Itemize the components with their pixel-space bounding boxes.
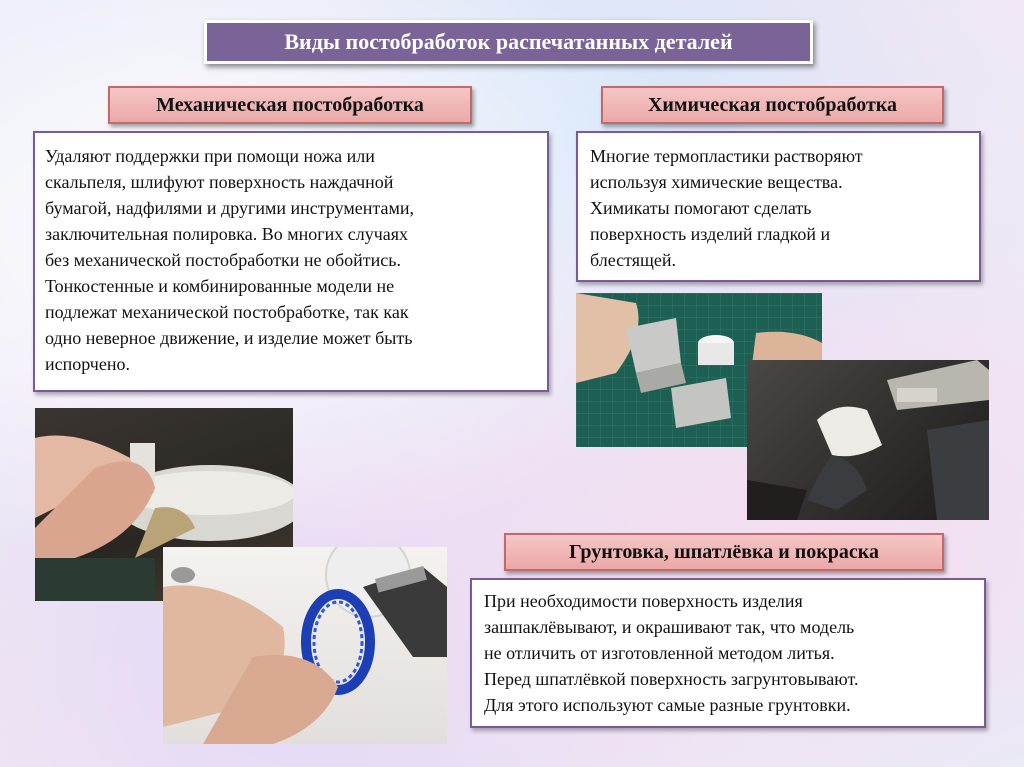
text-line: Тонкостенные и комбинированные модели не (45, 276, 395, 296)
text-line: поверхность изделий гладкой и (590, 224, 831, 244)
painting-text-box (470, 578, 986, 728)
vapor-smoothing-photo (747, 360, 989, 520)
text-line: Удаляют поддержки при помощи ножа или (45, 146, 375, 166)
text-line: одно неверное движение, и изделие может быть (45, 328, 413, 348)
painting-header-text: Грунтовка, шпатлёвка и покраска (568, 540, 880, 563)
chemical-text-box (576, 131, 981, 282)
text-line: не отличить от изготовленной методом литья. (484, 643, 835, 663)
text-line: Перед шпатлёвкой поверхность загрунтовывают. (484, 669, 859, 689)
text-line: скальпеля, шлифуют поверхность наждачной (45, 172, 394, 192)
text-line: заключительная полировка. Во многих случаях (45, 224, 409, 244)
text-line: бумагой, надфилями и другими инструментами, (45, 198, 414, 218)
chemical-header-text: Химическая постобработка (647, 93, 898, 116)
painting-header (504, 533, 944, 571)
slide-title (204, 20, 813, 64)
text-line: подлежат механической постобработке, так как (45, 302, 409, 322)
mechanical-header (108, 86, 472, 124)
text-line: блестящей. (590, 250, 677, 270)
text-line: Многие термопластики растворяют (590, 146, 863, 166)
ring-polishing-photo (163, 547, 447, 744)
text-line: зашпаклёвывают, и окрашивают так, что модель (484, 617, 855, 637)
text-line: без механической постобработки не обойтись. (45, 250, 401, 270)
mechanical-header-text: Механическая постобработка (156, 93, 424, 116)
chemical-header (601, 86, 944, 124)
text-line: При необходимости поверхность изделия (484, 591, 803, 611)
slide-title-text: Виды постобработок распечатанных деталей (284, 29, 733, 54)
text-line: Химикаты помогают сделать (590, 198, 812, 218)
text-line: испорчено. (45, 354, 130, 374)
text-line: используя химические вещества. (590, 172, 843, 192)
mechanical-text-box (33, 131, 549, 392)
text-line: Для этого используют самые разные грунтовки. (484, 695, 851, 715)
